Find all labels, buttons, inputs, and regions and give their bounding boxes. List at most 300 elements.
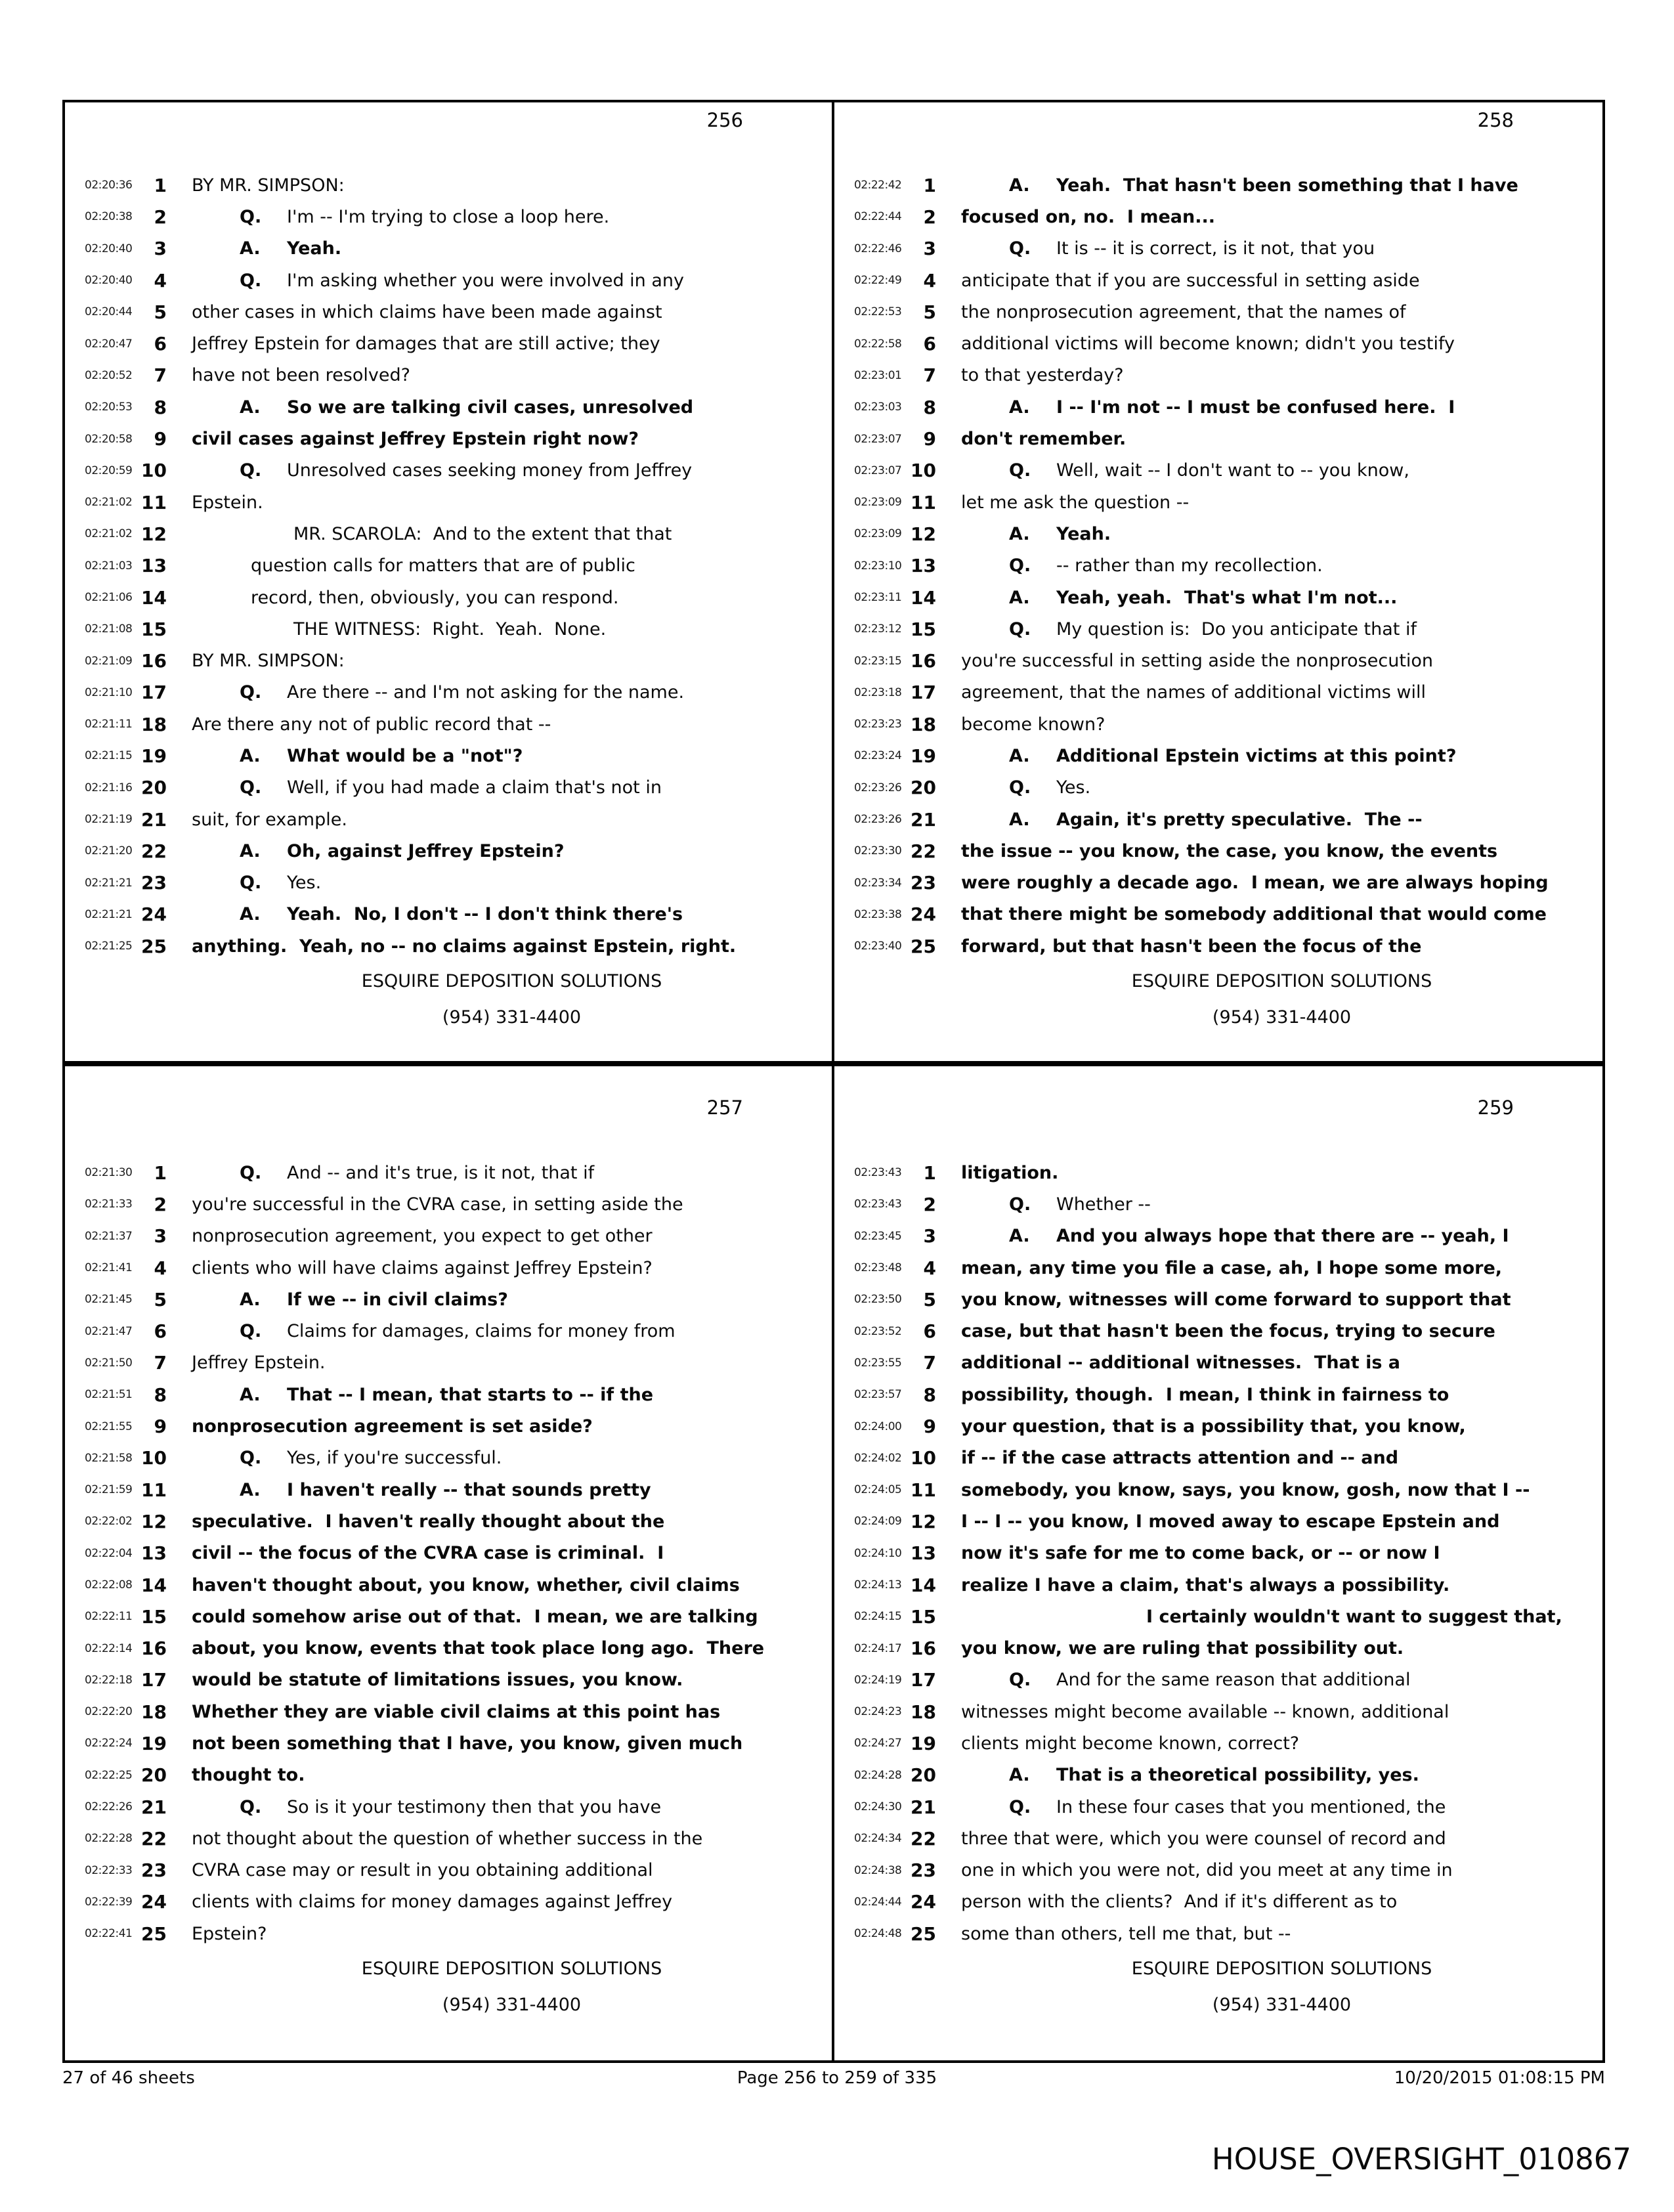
line-text: speculative. I haven't really thought about the [192,1511,665,1532]
transcript-line [834,1760,1602,1791]
transcript-line [65,518,832,550]
timestamp: 02:21:37 [85,1229,133,1243]
speaker-prefix: Q. [240,270,262,291]
timestamp: 02:23:55 [854,1356,902,1370]
line-text: realize I have a claim, that's always a possibility. [961,1574,1450,1595]
transcript-line [834,201,1602,232]
line-number: 18 [911,1701,936,1723]
transcript-line [65,1157,832,1188]
transcript-line [834,1157,1602,1188]
transcript-line [65,613,832,645]
transcript-line [65,1442,832,1474]
timestamp: 02:23:50 [854,1293,902,1307]
line-text: A. Yeah. [240,238,342,259]
line-number: 13 [911,1542,936,1565]
line-number: 18 [911,713,936,735]
transcript-lines [65,169,832,962]
line-number: 12 [911,523,936,545]
line-text: Q. I'm asking whether you were involved in any [240,270,684,291]
vendor-name: ESQUIRE DEPOSITION SOLUTIONS [361,971,662,992]
line-number: 17 [911,1669,936,1691]
transcript-line [65,1347,832,1379]
line-text: haven't thought about, you know, whether, civil claims [192,1574,740,1595]
print-timestamp: 10/20/2015 01:08:15 PM [1394,2068,1605,2088]
line-text: you're successful in setting aside the nonprosecution [961,651,1434,672]
speaker-prefix: A. [1009,523,1030,544]
sheet-count: 27 of 46 sheets [62,2068,195,2088]
line-number: 11 [911,1479,936,1501]
timestamp: 02:21:21 [85,876,133,890]
timestamp: 02:21:19 [85,813,133,827]
speaker-prefix: Q. [240,1321,262,1342]
transcript-line [834,1664,1602,1696]
line-number: 13 [141,1542,167,1565]
timestamp: 02:20:36 [85,179,133,192]
line-number: 6 [923,333,936,355]
transcript-line [65,1379,832,1410]
timestamp: 02:23:30 [854,844,902,858]
timestamp: 02:21:45 [85,1293,133,1307]
timestamp: 02:21:50 [85,1356,133,1370]
timestamp: 02:20:38 [85,210,133,224]
line-number: 13 [911,555,936,577]
line-text: Q. And for the same reason that additional [1009,1670,1411,1691]
transcript-line [65,201,832,232]
page-number: 258 [1477,109,1514,131]
transcript-line [65,645,832,676]
bates-stamp: HOUSE_OVERSIGHT_010867 [1211,2142,1631,2177]
line-number: 6 [923,1320,936,1343]
line-number: 17 [141,1669,167,1691]
line-text: civil -- the focus of the CVRA case is criminal. I [192,1543,664,1564]
speaker-prefix: A. [240,745,261,766]
timestamp: 02:24:44 [854,1895,902,1909]
transcript-line [834,296,1602,328]
timestamp: 02:21:06 [85,591,133,604]
timestamp: 02:23:15 [854,654,902,668]
bottom-sheet-pair [62,1064,1605,2063]
vendor-name: ESQUIRE DEPOSITION SOLUTIONS [1131,1959,1432,1980]
line-number: 14 [141,1574,167,1596]
timestamp: 02:24:28 [854,1768,902,1782]
line-number: 24 [911,903,936,926]
line-text: Epstein? [192,1923,267,1944]
transcript-line [65,1886,832,1918]
line-text: BY MR. SIMPSON: [192,651,345,672]
speaker-prefix: Q. [240,873,262,894]
speaker-prefix: Q. [240,206,262,227]
speaker-prefix: A. [240,1384,261,1405]
transcript-line [65,423,832,454]
line-text: A. That -- I mean, that starts to -- if the [240,1384,654,1405]
timestamp: 02:24:30 [854,1800,902,1814]
timestamp: 02:24:13 [854,1578,902,1592]
line-number: 1 [154,1161,167,1184]
speaker-prefix: A. [240,1289,261,1310]
timestamp: 02:22:14 [85,1641,133,1655]
timestamp: 02:21:11 [85,718,133,731]
line-number: 9 [154,428,167,450]
transcript-line [65,1760,832,1791]
line-text: Q. In these four cases that you mentioned, the [1009,1796,1446,1817]
transcript-line [834,265,1602,296]
transcript-line [65,1569,832,1601]
transcript-line [834,740,1602,771]
line-number: 25 [141,1922,167,1945]
timestamp: 02:23:03 [854,401,902,414]
transcript-line [65,1252,832,1284]
line-number: 5 [154,301,167,323]
transcript-line [834,550,1602,582]
line-number: 18 [141,1701,167,1723]
line-number: 22 [141,840,167,862]
transcript-line [65,1474,832,1506]
line-text: witnesses might become available -- known, additional [961,1701,1449,1722]
line-number: 10 [911,1447,936,1469]
line-text: Q. So is it your testimony then that you have [240,1796,662,1817]
line-number: 7 [154,1352,167,1374]
transcript-line [65,1601,832,1632]
line-text: Q. Yes. [1009,777,1091,798]
transcript-line [65,740,832,771]
line-number: 15 [911,618,936,640]
transcript-line [65,708,832,740]
line-text: additional -- additional witnesses. That is a [961,1353,1401,1374]
line-number: 22 [911,840,936,862]
vendor-phone: (954) 331-4400 [442,1007,582,1028]
line-number: 12 [911,1510,936,1532]
line-text: the nonprosecution agreement, that the names of [961,301,1406,322]
timestamp: 02:24:10 [854,1546,902,1560]
transcript-line [834,708,1602,740]
line-text: nonprosecution agreement is set aside? [192,1416,593,1437]
timestamp: 02:23:10 [854,559,902,573]
line-text: Q. Well, if you had made a claim that's not in [240,777,662,798]
line-number: 14 [911,1574,936,1596]
line-number: 6 [154,333,167,355]
timestamp: 02:23:57 [854,1388,902,1402]
line-text: A. I haven't really -- that sounds pretty [240,1479,651,1500]
transcript-line [834,1918,1602,1949]
line-text: Q. Well, wait -- I don't want to -- you know, [1009,460,1409,481]
line-text: were roughly a decade ago. I mean, we are always hoping [961,873,1549,894]
line-number: 25 [911,935,936,957]
transcript-line [834,899,1602,930]
transcript-line [834,772,1602,804]
transcript-line [65,1410,832,1442]
page-number: 257 [706,1096,743,1119]
line-text: Are there any not of public record that -- [192,714,551,735]
line-text: you're successful in the CVRA case, in setting aside the [192,1194,683,1215]
line-number: 11 [911,491,936,513]
line-text: A. And you always hope that there are -- yeah, I [1009,1226,1509,1247]
line-text: A. Yeah. [1009,523,1111,544]
line-text: three that were, which you were counsel of record and [961,1828,1446,1849]
transcript-line [65,1664,832,1696]
line-text: to that yesterday? [961,365,1124,386]
transcript-line [834,1727,1602,1759]
timestamp: 02:20:59 [85,464,133,477]
speaker-prefix: Q. [1009,555,1031,576]
line-text: Q. -- rather than my recollection. [1009,555,1323,576]
transcript-line [65,582,832,613]
line-text: agreement, that the names of additional victims will [961,682,1426,703]
transcript-line [834,391,1602,423]
timestamp: 02:21:03 [85,559,133,573]
transcript-line [834,518,1602,550]
timestamp: 02:22:26 [85,1800,133,1814]
timestamp: 02:21:02 [85,527,133,541]
transcript-line [834,233,1602,265]
line-number: 23 [141,1859,167,1882]
timestamp: 02:23:40 [854,940,902,953]
line-number: 24 [911,1891,936,1913]
line-text: A. If we -- in civil claims? [240,1289,508,1310]
line-text: possibility, though. I mean, I think in fairness to [961,1384,1449,1405]
line-text: don't remember. [961,429,1127,450]
line-text: A. I -- I'm not -- I must be confused here. I [1009,397,1455,418]
line-text: Q. Unresolved cases seeking money from Jeffrey [240,460,693,481]
line-text: record, then, obviously, you can respond. [251,587,619,608]
line-number: 9 [923,428,936,450]
line-number: 4 [154,1257,167,1279]
line-number: 18 [141,713,167,735]
timestamp: 02:23:43 [854,1166,902,1180]
line-text: A. Additional Epstein victims at this point? [1009,745,1457,766]
quadrant-page-259 [834,1066,1602,2060]
transcript-line [834,1632,1602,1664]
line-text: anticipate that if you are successful in setting aside [961,270,1420,291]
timestamp: 02:23:45 [854,1229,902,1243]
timestamp: 02:20:44 [85,305,133,319]
timestamp: 02:23:26 [854,781,902,794]
line-text: mean, any time you file a case, ah, I hope some more, [961,1257,1503,1278]
line-number: 12 [141,523,167,545]
timestamp: 02:20:40 [85,242,133,255]
transcript-line [65,391,832,423]
line-text: CVRA case may or result in you obtaining additional [192,1860,653,1881]
line-number: 2 [923,1193,936,1215]
line-number: 16 [911,1637,936,1660]
timestamp: 02:21:55 [85,1420,133,1433]
top-sheet-pair [62,100,1605,1064]
line-number: 16 [141,650,167,672]
transcript-line [834,1221,1602,1252]
line-number: 5 [154,1288,167,1311]
line-number: 15 [141,1605,167,1628]
speaker-prefix: A. [240,840,261,861]
line-number: 24 [141,903,167,926]
transcript-line [65,169,832,201]
transcript-line [65,772,832,804]
line-number: 21 [911,808,936,831]
speaker-prefix: Q. [240,1796,262,1817]
timestamp: 02:22:18 [85,1673,133,1687]
timestamp: 02:21:59 [85,1483,133,1497]
line-number: 3 [154,238,167,260]
transcript-line [65,930,832,962]
transcript-line [834,1410,1602,1442]
transcript-line [65,677,832,708]
line-text: A. Yeah. That hasn't been something that I have [1009,175,1518,196]
line-text: additional victims will become known; didn't you testify [961,334,1455,355]
transcript-line [834,1474,1602,1506]
timestamp: 02:22:04 [85,1546,133,1560]
timestamp: 02:24:19 [854,1673,902,1687]
transcript-line [65,265,832,296]
transcript-line [65,1284,832,1315]
timestamp: 02:20:53 [85,401,133,414]
quadrant-page-258 [834,102,1602,1061]
line-text: Q. It is -- it is correct, is it not, that you [1009,238,1375,259]
transcript-lines [834,169,1602,962]
line-number: 8 [923,1383,936,1406]
line-number: 2 [154,1193,167,1215]
speaker-prefix: A. [240,1479,261,1500]
timestamp: 02:21:16 [85,781,133,794]
line-number: 10 [141,1447,167,1469]
line-number: 13 [141,555,167,577]
line-number: 7 [923,1352,936,1374]
vendor-phone: (954) 331-4400 [1212,1007,1352,1028]
transcript-line [834,1284,1602,1315]
line-number: 11 [141,1479,167,1501]
transcript-line [834,1886,1602,1918]
quadrant-page-257 [65,1066,834,2060]
line-text: clients might become known, correct? [961,1733,1300,1754]
timestamp: 02:23:34 [854,876,902,890]
speaker-prefix: A. [1009,175,1030,196]
line-text: anything. Yeah, no -- no claims against Epstein, right. [192,936,737,957]
line-text: Q. And -- and it's true, is it not, that if [240,1162,595,1183]
timestamp: 02:23:01 [854,368,902,382]
line-text: A. What would be a "not"? [240,745,523,766]
transcript-line [834,645,1602,676]
speaker-prefix: Q. [240,682,262,703]
line-text: that there might be somebody additional that would come [961,904,1547,925]
timestamp: 02:22:42 [854,179,902,192]
line-number: 8 [154,396,167,418]
transcript-line [834,930,1602,962]
transcript-line [834,1347,1602,1379]
timestamp: 02:24:17 [854,1641,902,1655]
transcript-line [65,1823,832,1854]
line-text: not thought about the question of whether success in the [192,1828,703,1849]
speaker-prefix: A. [1009,745,1030,766]
transcript-line [834,328,1602,359]
speaker-prefix: Q. [1009,1194,1031,1215]
line-number: 12 [141,1510,167,1532]
line-text: other cases in which claims have been made against [192,301,662,322]
line-number: 4 [923,269,936,292]
timestamp: 02:23:43 [854,1198,902,1211]
transcript-line [834,1855,1602,1886]
timestamp: 02:23:09 [854,527,902,541]
line-number: 10 [911,460,936,482]
line-number: 17 [911,682,936,704]
line-text: let me ask the question -- [961,492,1190,513]
timestamp: 02:20:58 [85,432,133,446]
vendor-name: ESQUIRE DEPOSITION SOLUTIONS [1131,971,1432,992]
line-text: you know, we are ruling that possibility out. [961,1638,1404,1659]
timestamp: 02:21:51 [85,1388,133,1402]
line-text: civil cases against Jeffrey Epstein right now? [192,429,639,450]
line-text: litigation. [961,1162,1059,1183]
timestamp: 02:21:30 [85,1166,133,1180]
line-number: 10 [141,460,167,482]
line-text: Jeffrey Epstein for damages that are still active; they [192,334,660,355]
timestamp: 02:23:48 [854,1261,902,1275]
transcript-line [834,835,1602,867]
timestamp: 02:21:08 [85,622,133,636]
speaker-prefix: Q. [1009,1796,1031,1817]
line-number: 19 [141,745,167,767]
timestamp: 02:24:05 [854,1483,902,1497]
line-number: 25 [911,1922,936,1945]
speaker-prefix: A. [1009,1765,1030,1786]
transcript-line [834,1252,1602,1284]
line-number: 2 [154,206,167,228]
line-text: question calls for matters that are of public [251,555,635,576]
transcript-line [65,233,832,265]
line-text: Q. My question is: Do you anticipate that if [1009,618,1417,640]
line-text: Epstein. [192,492,263,513]
line-number: 1 [923,1161,936,1184]
speaker-prefix: A. [1009,1226,1030,1247]
transcript-line [834,1315,1602,1347]
line-text: you know, witnesses will come forward to support that [961,1289,1511,1310]
timestamp: 02:21:10 [85,685,133,699]
transcript-line [65,804,832,835]
timestamp: 02:22:28 [85,1832,133,1846]
transcript-line [834,1696,1602,1727]
timestamp: 02:22:02 [85,1515,133,1529]
transcript-line [65,1315,832,1347]
line-number: 2 [923,206,936,228]
line-number: 19 [911,745,936,767]
line-number: 20 [141,777,167,799]
timestamp: 02:23:38 [854,907,902,921]
timestamp: 02:23:07 [854,464,902,477]
timestamp: 02:20:52 [85,368,133,382]
line-text: I -- I -- you know, I moved away to escape Epstein and [961,1511,1500,1532]
line-text: Jeffrey Epstein. [192,1353,326,1374]
speaker-prefix: Q. [1009,777,1031,798]
page-number: 256 [706,109,743,131]
line-number: 5 [923,301,936,323]
transcript-line [65,1221,832,1252]
transcript-line [65,1918,832,1949]
speaker-prefix: A. [1009,809,1030,830]
line-text: A. Yeah. No, I don't -- I don't think there's [240,904,683,925]
line-text: about, you know, events that took place long ago. There [192,1638,765,1659]
page-number: 259 [1477,1096,1514,1119]
line-number: 7 [923,364,936,387]
transcript-line [65,360,832,391]
timestamp: 02:22:20 [85,1705,133,1719]
transcript-line [65,1791,832,1823]
transcript-line [834,360,1602,391]
speaker-prefix: A. [240,904,261,925]
line-number: 20 [141,1764,167,1787]
timestamp: 02:21:47 [85,1324,133,1338]
line-text: somebody, you know, says, you know, gosh, now that I -- [961,1479,1530,1500]
line-text: nonprosecution agreement, you expect to get other [192,1226,653,1247]
transcript-line [834,1569,1602,1601]
transcript-lines [834,1157,1602,1949]
transcript-line [834,1538,1602,1569]
timestamp: 02:21:21 [85,907,133,921]
